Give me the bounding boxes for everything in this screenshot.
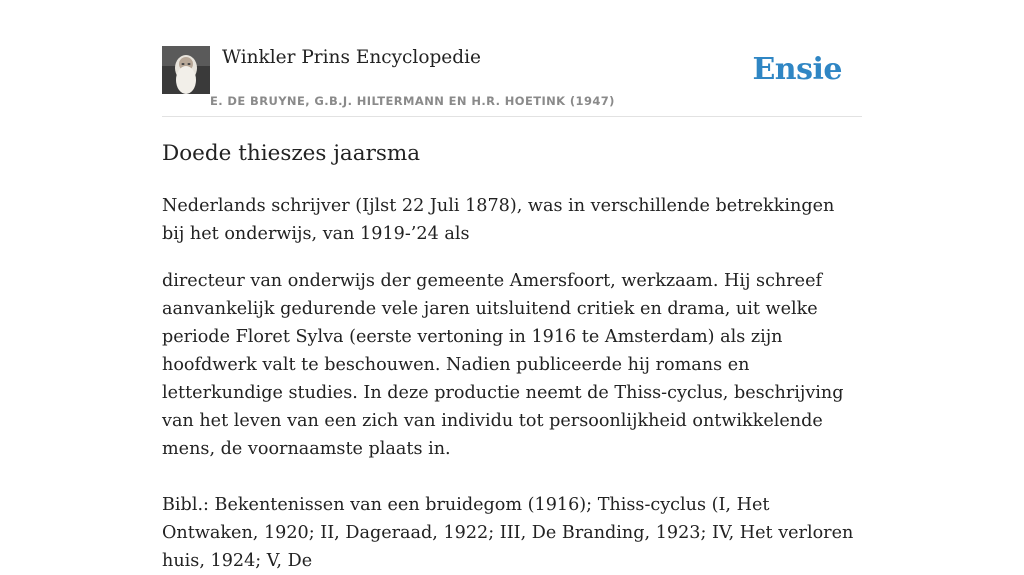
paragraph-bibliography: Bibl.: Bekentenissen van een bruidegom (1916); Thiss-cyclus (I, Het Ontwaken, 1920; II, Dageraad, 1922; III, De Branding, 1923; IV, Het verloren huis, 1924; V, De	[162, 495, 854, 571]
author-avatar[interactable]	[162, 46, 210, 94]
site-header	[162, 46, 862, 117]
paragraph-main: directeur van onderwijs der gemeente Amersfoort, werkzaam. Hij schreef aanvankelijk gedurende vele jaren uitsluitend critiek en drama, uit welke periode Floret Sylva (eerste vertoning in 1916 te Amsterdam) als zijn hoofdwerk valt te beschouwen. Nadien publiceerde hij romans en letterkundige studies. In deze productie neemt de Thiss-cyclus, beschrijving van het leven van een zich van individu tot persoonlijkheid ontwikkelende mens, de voornaamste plaats in.	[162, 271, 844, 459]
ensie-logo[interactable]: Ensie	[752, 52, 842, 87]
article-body	[162, 138, 862, 575]
authors-line: E. DE BRUYNE, G.B.J. HILTERMANN EN H.R. HOETINK (1947)	[210, 94, 615, 108]
paragraph-intro: Nederlands schrijver (Ijlst 22 Juli 1878), was in verschillende betrekkingen bij het onderwijs, van 1919-’24 als	[162, 196, 835, 244]
portrait-image	[162, 46, 210, 94]
site-title[interactable]: Winkler Prins Encyclopedie	[222, 47, 481, 68]
page-title: Doede thieszes jaarsma	[162, 141, 421, 166]
